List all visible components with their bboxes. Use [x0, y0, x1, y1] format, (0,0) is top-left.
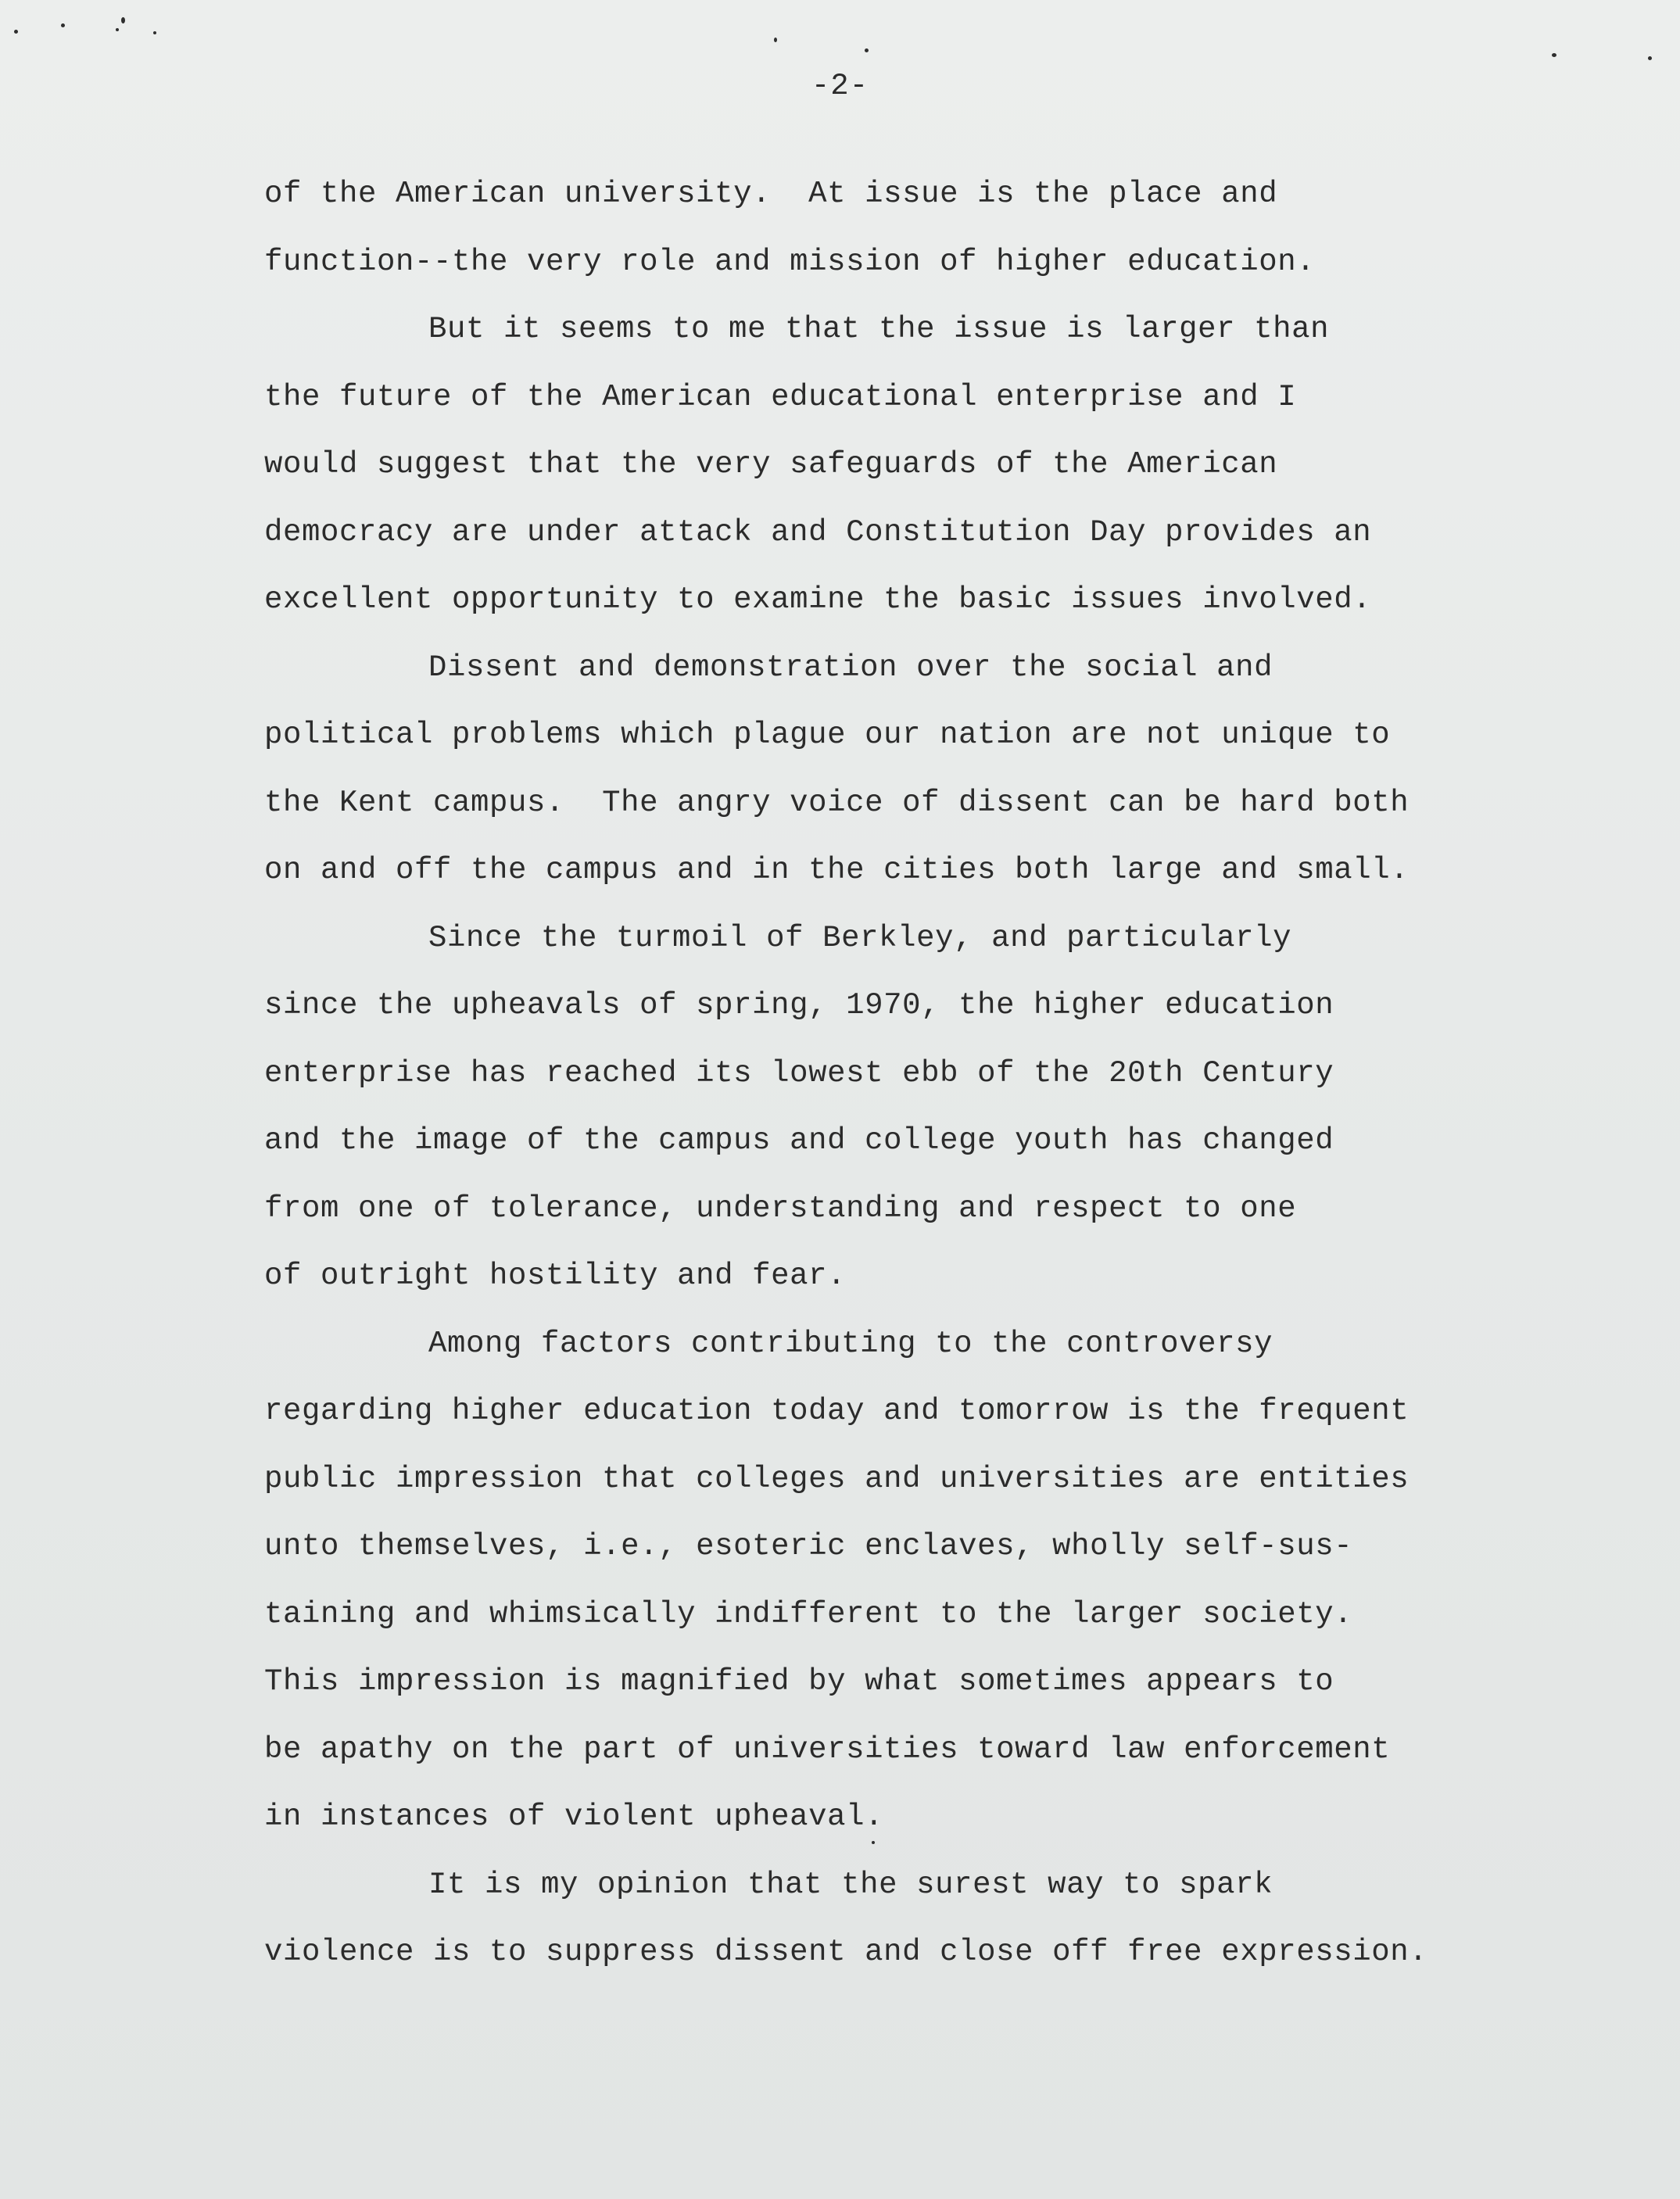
page-number: -2-	[811, 69, 869, 103]
text-line: This impression is magnified by what sometimes appears to	[264, 1664, 1334, 1699]
scan-speck	[14, 30, 18, 34]
scan-speck	[153, 31, 156, 34]
text-line: But it seems to me that the issue is larger than	[428, 312, 1330, 346]
text-line: be apathy on the part of universities toward law enforcement	[264, 1732, 1391, 1767]
body-text	[264, 160, 1546, 1986]
text-line: violence is to suppress dissent and close off free expression.	[264, 1935, 1428, 1969]
text-line: unto themselves, i.e., esoteric enclaves, wholly self-sus-	[264, 1529, 1353, 1563]
text-line: Dissent and demonstration over the social and	[428, 650, 1273, 685]
text-line: enterprise has reached its lowest ebb of the 20th Century	[264, 1055, 1334, 1091]
text-line: from one of tolerance, understanding and respect to one	[264, 1191, 1297, 1226]
scan-speck	[61, 23, 65, 27]
text-line: democracy are under attack and Constitution Day provides an	[264, 514, 1372, 550]
text-line: the future of the American educational enterprise and I	[264, 379, 1297, 414]
text-line: Since the turmoil of Berkley, and particularly	[428, 920, 1292, 955]
scan-speck	[865, 48, 869, 52]
scan-speck	[1552, 53, 1556, 57]
text-line: of the American university. At issue is the place and	[264, 177, 1278, 211]
text-line: function--the very role and mission of higher education.	[264, 244, 1316, 279]
text-line: regarding higher education today and tomorrow is the frequent	[264, 1394, 1410, 1428]
scan-speck	[121, 17, 125, 23]
text-line: of outright hostility and fear.	[264, 1259, 847, 1293]
scan-speck	[116, 28, 119, 31]
text-line: taining and whimsically indifferent to the larger society.	[264, 1596, 1353, 1631]
text-line: excellent opportunity to examine the basic issues involved.	[264, 582, 1372, 617]
text-line: and the image of the campus and college youth has changed	[264, 1123, 1334, 1158]
text-line: would suggest that the very safeguards of the American	[264, 447, 1278, 482]
text-line: the Kent campus. The angry voice of dissent can be hard both	[264, 785, 1410, 820]
text-line: on and off the campus and in the cities both large and small.	[264, 853, 1410, 887]
text-line: It is my opinion that the surest way to spark	[428, 1867, 1273, 1902]
text-line: political problems which plague our nation are not unique to	[264, 718, 1391, 752]
scan-speck	[774, 38, 777, 42]
text-line: Among factors contributing to the controversy	[428, 1326, 1273, 1361]
text-line: since the upheavals of spring, 1970, the higher education	[264, 988, 1334, 1022]
scan-speck	[1648, 56, 1652, 60]
text-line: in instances of violent upheaval.	[264, 1800, 884, 1834]
text-line: public impression that colleges and universities are entities	[264, 1461, 1410, 1496]
